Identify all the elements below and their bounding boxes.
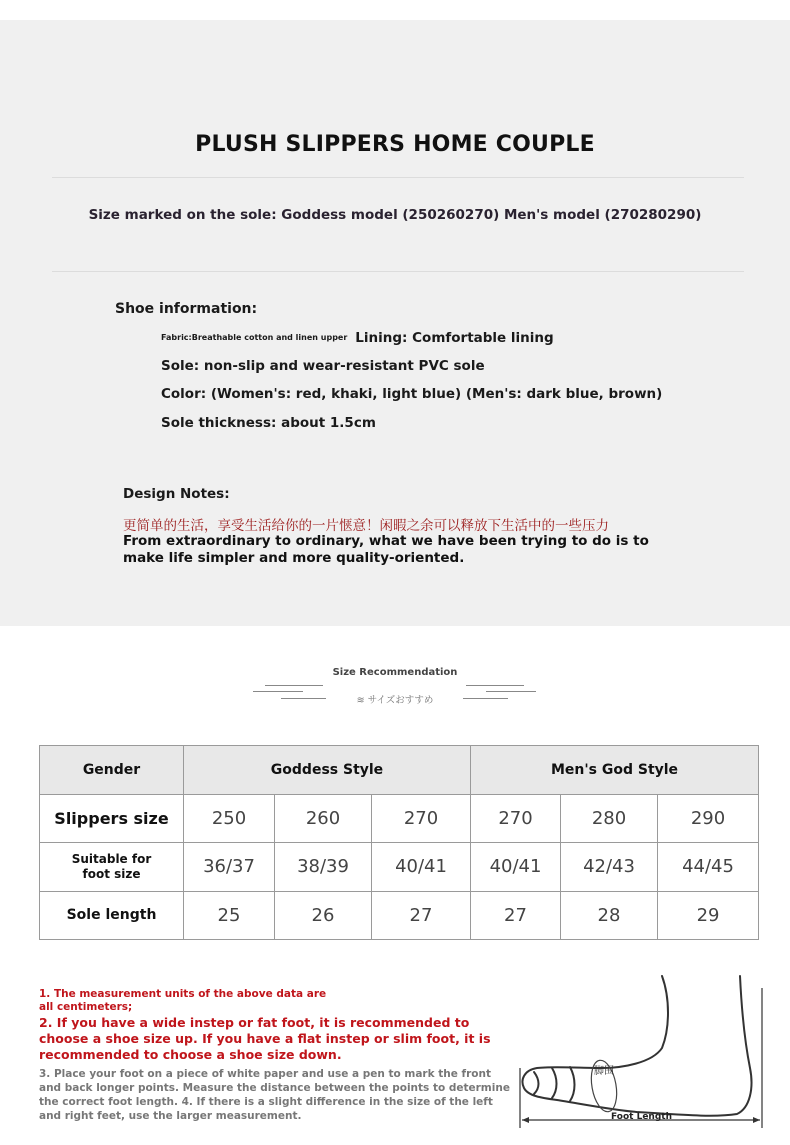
design-notes-english: From extraordinary to ordinary, what we have been trying to do is to make life simpler and more quality-oriented. xyxy=(123,533,649,566)
fabric-text: Fabric:Breathable cotton and linen upper xyxy=(161,333,348,342)
foot-outline xyxy=(523,976,752,1116)
table-cell: 280 xyxy=(561,794,658,843)
row-label: Sole length xyxy=(40,891,184,940)
foot-measure-diagram xyxy=(512,968,780,1136)
table-cell: 27 xyxy=(471,891,561,940)
mens-style-header: Men's God Style xyxy=(471,746,759,795)
wave-icon: ≋ xyxy=(356,695,368,706)
design-notes-heading: Design Notes: xyxy=(123,486,230,502)
table-cell: 40/41 xyxy=(372,843,471,892)
size-recommendation-title: Size Recommendation xyxy=(332,667,458,678)
table-row xyxy=(40,843,759,892)
lining-text: Lining: Comfortable lining xyxy=(355,330,554,346)
note-units: 1. The measurement units of the above data are all centimeters; xyxy=(39,988,327,1013)
divider xyxy=(52,271,744,272)
table-cell: 36/37 xyxy=(184,843,275,892)
fabric-lining-row xyxy=(161,330,554,346)
table-cell: 290 xyxy=(658,794,759,843)
gender-header: Gender xyxy=(40,746,184,795)
table-cell: 270 xyxy=(372,794,471,843)
sole-text: Sole: non-slip and wear-resistant PVC sole xyxy=(161,358,485,374)
note-measuring: 3. Place your foot on a piece of white paper and use a pen to mark the front and back longer points. Measure the distance between the points to determine the correct foot length. 4. If there is a slight difference in the size of the left and right feet, use the larger measurement. xyxy=(39,1068,510,1122)
page-title: PLUSH SLIPPERS HOME COUPLE xyxy=(195,132,595,157)
arrow-right-icon xyxy=(753,1117,760,1123)
shoe-info-heading: Shoe information: xyxy=(115,301,258,317)
table-cell: 40/41 xyxy=(471,843,561,892)
row-label: Slippers size xyxy=(40,794,184,843)
toe-line xyxy=(534,1072,539,1094)
size-table xyxy=(39,745,759,940)
table-row xyxy=(40,794,759,843)
decor-line xyxy=(265,685,323,686)
design-notes-chinese: 更简单的生活，享受生活给你的一片惬意！闲暇之余可以释放下生活中的一些压力 xyxy=(123,518,609,534)
toe-line xyxy=(552,1068,557,1098)
table-cell: 26 xyxy=(275,891,372,940)
table-header-row xyxy=(40,746,759,795)
table-cell: 29 xyxy=(658,891,759,940)
table-cell: 44/45 xyxy=(658,843,759,892)
row-label: Suitable for foot size xyxy=(40,843,184,892)
table-cell: 27 xyxy=(372,891,471,940)
table-cell: 42/43 xyxy=(561,843,658,892)
color-text: Color: (Women's: red, khaki, light blue) (Men's: dark blue, brown) xyxy=(161,386,663,402)
table-cell: 260 xyxy=(275,794,372,843)
arrow-left-icon xyxy=(522,1117,529,1123)
table-cell: 28 xyxy=(561,891,658,940)
table-cell: 250 xyxy=(184,794,275,843)
table-row xyxy=(40,891,759,940)
foot-length-label: Foot Length xyxy=(611,1112,672,1122)
table-cell: 270 xyxy=(471,794,561,843)
girth-label: 脚围 xyxy=(594,1066,614,1077)
divider xyxy=(52,177,744,178)
table-cell: 25 xyxy=(184,891,275,940)
decor-line xyxy=(466,685,524,686)
size-marked-text: Size marked on the sole: Goddess model (250260270) Men's model (270280290) xyxy=(88,207,702,223)
goddess-style-header: Goddess Style xyxy=(184,746,471,795)
toe-line xyxy=(570,1067,575,1101)
table-cell: 38/39 xyxy=(275,843,372,892)
note-instep: 2. If you have a wide instep or fat foot, it is recommended to choose a shoe size up. If you have a flat instep or slim foot, it is recommended to choose a shoe size down. xyxy=(39,1015,491,1062)
size-recommendation-subtitle: ≋ サイズおすすめ xyxy=(356,695,434,706)
thickness-text: Sole thickness: about 1.5cm xyxy=(161,415,376,431)
